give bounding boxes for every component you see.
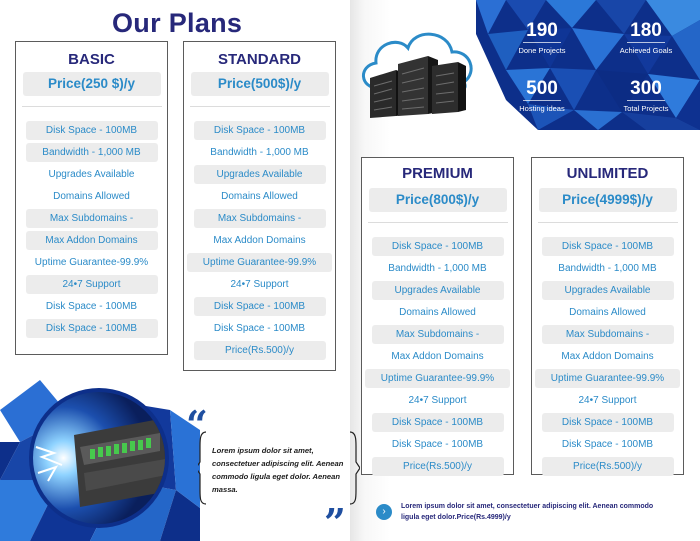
- stat-number: 190: [523, 20, 561, 43]
- stat-done-projects: [502, 20, 582, 55]
- stat-hosting-ideas: [502, 78, 582, 113]
- stat-label: Achieved Goals: [619, 46, 673, 55]
- plan-feature: Max Addon Domains: [561, 351, 654, 362]
- plan-feature: Max Subdomains -: [372, 325, 504, 344]
- plan-name: STANDARD: [217, 51, 302, 68]
- plan-feature: Disk Space - 100MB: [26, 319, 158, 338]
- cloud-servers-illustration: [356, 20, 478, 120]
- plan-feature: Disk Space - 100MB: [391, 439, 484, 450]
- stat-number: 500: [523, 78, 561, 101]
- plan-feature: Uptime Guarantee-99.9%: [34, 257, 149, 268]
- plan-feature: Domains Allowed: [221, 191, 298, 202]
- plan-feature: Domains Allowed: [399, 307, 476, 318]
- plan-feature: Max Subdomains -: [194, 209, 326, 228]
- card-divider: [538, 222, 678, 223]
- close-quote-icon: ”: [324, 500, 346, 541]
- plan-feature: Bandwidth - 1,000 MB: [558, 263, 657, 274]
- plan-name: UNLIMITED: [566, 165, 649, 182]
- plan-price: Price(4999$)/y: [539, 188, 677, 212]
- server-hardware-photo: [28, 387, 170, 529]
- plan-feature: Max Subdomains -: [542, 325, 674, 344]
- plan-feature: Domains Allowed: [53, 191, 130, 202]
- plan-feature: Upgrades Available: [372, 281, 504, 300]
- plan-feature: Uptime Guarantee-99.9%: [187, 253, 332, 272]
- plan-feature: Disk Space - 100MB: [542, 237, 674, 256]
- plan-card-basic: [15, 41, 168, 355]
- arrow-right-icon: ›: [376, 504, 392, 520]
- plan-feature: Max Addon Domains: [213, 235, 306, 246]
- plan-feature: Max Addon Domains: [26, 231, 158, 250]
- plan-feature: Price(Rs.500)/y: [194, 341, 326, 360]
- stat-label: Hosting ideas: [519, 104, 565, 113]
- card-divider: [368, 222, 508, 223]
- stat-number: 180: [627, 20, 665, 43]
- page-title: Our Plans: [112, 8, 243, 38]
- plan-feature: Disk Space - 100MB: [194, 297, 326, 316]
- plan-feature: Bandwidth - 1,000 MB: [26, 143, 158, 162]
- stat-number: 300: [627, 78, 665, 101]
- plan-feature: Uptime Guarantee-99.9%: [365, 369, 510, 388]
- plan-feature: Upgrades Available: [48, 169, 135, 180]
- card-divider: [22, 106, 162, 107]
- plan-name: BASIC: [68, 51, 115, 68]
- plan-feature: Disk Space - 100MB: [561, 439, 654, 450]
- stat-total-projects: [606, 78, 686, 113]
- plan-feature: Disk Space - 100MB: [26, 121, 158, 140]
- plan-price: Price(250 $)/y: [23, 72, 161, 96]
- plan-feature: 24•7 Support: [408, 395, 467, 406]
- server-rack: [432, 62, 458, 114]
- quote-text: Lorem ipsum dolor sit amet, consectetuer adipiscing elit. Aenean commodo ligula eget dolor. Aenean massa.: [212, 446, 344, 494]
- plan-feature: Upgrades Available: [542, 281, 674, 300]
- plan-feature: Bandwidth - 1,000 MB: [210, 147, 309, 158]
- plan-feature: Price(Rs.500)/y: [372, 457, 504, 476]
- plan-feature: Uptime Guarantee-99.9%: [535, 369, 680, 388]
- plan-feature: Disk Space - 100MB: [542, 413, 674, 432]
- plan-price: Price(800$)/y: [369, 188, 507, 212]
- card-divider: [190, 106, 330, 107]
- plan-feature: Disk Space - 100MB: [194, 121, 326, 140]
- server-rack: [370, 70, 396, 118]
- plan-feature: Max Addon Domains: [391, 351, 484, 362]
- stat-achieved-goals: [606, 20, 686, 55]
- plan-feature: 24•7 Support: [26, 275, 158, 294]
- plan-feature: Max Subdomains -: [26, 209, 158, 228]
- plan-card-standard: [183, 41, 336, 371]
- stat-label: Done Projects: [518, 46, 566, 55]
- plan-name: PREMIUM: [402, 165, 473, 182]
- footer-text: Lorem ipsum dolor sit amet, consectetuer adipiscing elit. Aenean commodo ligula eget dolor.Price(Rs.4999)/y: [401, 503, 654, 521]
- plan-feature: 24•7 Support: [230, 279, 289, 290]
- plan-feature: Price(Rs.500)/y: [542, 457, 674, 476]
- plan-card-premium: [361, 157, 514, 475]
- plan-feature: Bandwidth - 1,000 MB: [388, 263, 487, 274]
- plan-price: Price(500$)/y: [191, 72, 329, 96]
- plan-feature: Disk Space - 100MB: [45, 301, 138, 312]
- stats-panel: [476, 0, 700, 130]
- plan-feature: Disk Space - 100MB: [213, 323, 306, 334]
- plan-feature: Disk Space - 100MB: [372, 413, 504, 432]
- plan-feature: Domains Allowed: [569, 307, 646, 318]
- plan-feature: Disk Space - 100MB: [372, 237, 504, 256]
- plan-feature: 24•7 Support: [578, 395, 637, 406]
- plan-feature: Upgrades Available: [194, 165, 326, 184]
- plan-card-unlimited: [531, 157, 684, 475]
- stat-label: Total Projects: [623, 104, 669, 113]
- open-quote-icon: “: [186, 402, 208, 447]
